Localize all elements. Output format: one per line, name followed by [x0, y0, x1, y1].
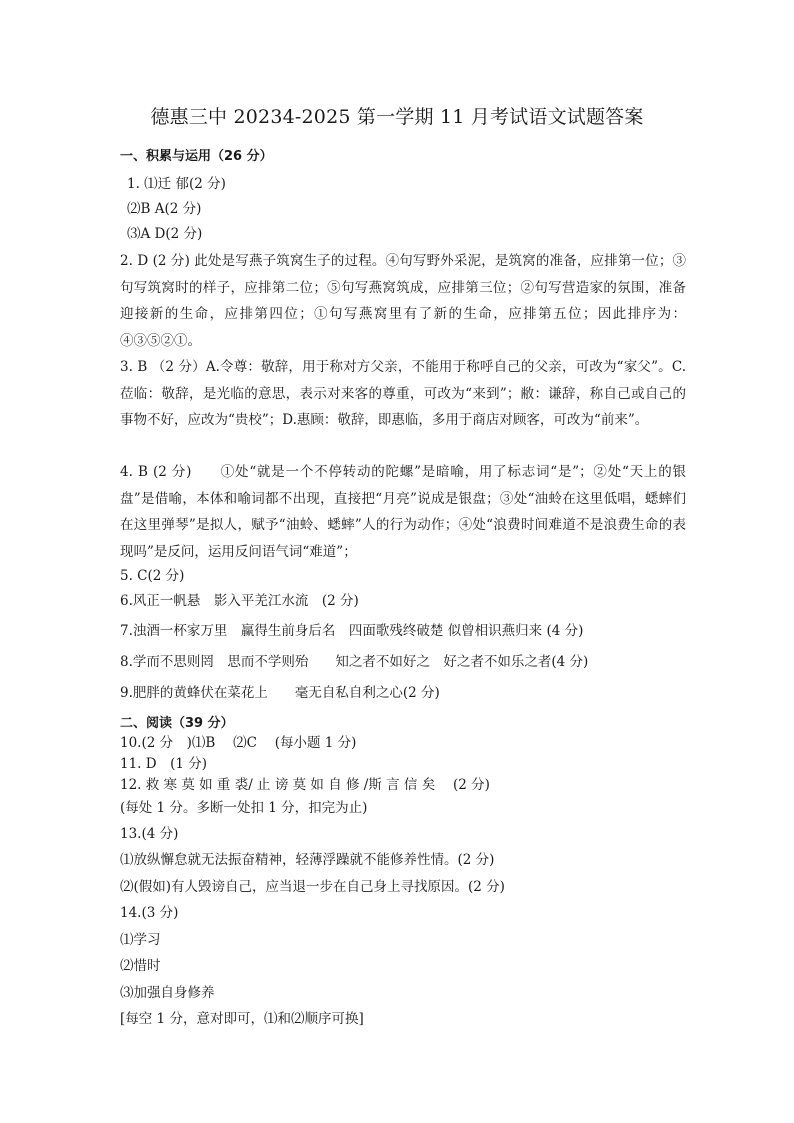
- section-heading-1: 一、积累与运用（26 分）: [120, 149, 273, 164]
- answer-q1-part1: 1. ⑴迁 郁(2 分): [127, 176, 226, 192]
- answer-q1-part2: ⑵B A(2 分): [127, 201, 202, 217]
- answer-q14-part1: ⑴学习: [120, 932, 161, 948]
- answer-q1-part3: ⑶A D(2 分): [127, 226, 203, 242]
- answer-q7: 7.浊酒一杯家万里 赢得生前身后名 四面歌残终破楚 似曾相识燕归来 (4 分): [120, 623, 584, 639]
- answer-q13-part2: ⑵(假如)有人毁谤自己，应当退一步在自己身上寻找原因。(2 分): [120, 879, 505, 895]
- answer-q12: 12. 救 寒 莫 如 重 裘/ 止 谤 莫 如 自 修 /斯 言 信 矣 (2 分): [120, 777, 490, 793]
- answer-q11: 11. D (1 分): [120, 756, 207, 772]
- answer-q13-part1: ⑴放纵懈怠就无法振奋精神，轻薄浮躁就不能修养性情。(2 分): [120, 852, 495, 868]
- answer-q5: 5. C(2 分): [120, 568, 185, 584]
- answer-q9: 9.肥胖的黄蜂伏在菜花上 毫无自私自利之心(2 分): [120, 685, 440, 701]
- section-heading-2: 二、阅读（39 分）: [120, 716, 234, 731]
- answer-q14: 14.(3 分): [120, 905, 179, 921]
- answer-q14-note: [每空 1 分，意对即可，⑴和⑵顺序可换]: [120, 1011, 364, 1027]
- answer-q14-part3: ⑶加强自身修养: [120, 985, 215, 1001]
- answer-q6: 6.风正一帆悬 影入平羌江水流 (2 分): [120, 593, 359, 609]
- answer-q14-part2: ⑵惜时: [120, 958, 161, 974]
- answer-q13: 13.(4 分): [120, 826, 179, 842]
- answer-q4: 4. B (2 分) ①处“就是一个不停转动的陀螺”是暗喻，用了标志词“是”；②处“天上的银盘”是借喻，本体和喻词都不出现，直接把“月亮”说成是银盘；③处“油蛉在这里低唱，蟋蟀们在这里弹琴”是拟人，赋予“油蛉、蟋蟀”人的行为动作；④处“浪费时间难道不是浪费生命的表现吗”是反问，运用反问语气词“难道”；: [120, 464, 686, 560]
- answer-q2: 2. D (2 分) 此处是写燕子筑窝生子的过程。④句写野外采泥，是筑窝的准备，应排第一位；③句写筑窝时的样子，应排第二位；⑤句写燕窝筑成，应排第三位；②句写营造家的氛围，准备迎接新的生命，应排第四位；①句写燕窝里有了新的生命，应排第五位；因此排序为：④③⑤②①。: [120, 253, 686, 349]
- answer-q12-note: (每处 1 分。多断一处扣 1 分，扣完为止): [120, 800, 368, 816]
- answer-q3: 3. B （2 分）A.令尊：敬辞，用于称对方父亲，不能用于称呼自己的父亲，可改为“家父”。C.莅临：敬辞，是光临的意思，表示对来客的尊重，可改为“来到”；敝：谦辞，称自己或自己的事物不好，应改为“贵校”；D.惠顾：敬辞，即惠临，多用于商店对顾客，可改为“前来”。: [120, 359, 686, 428]
- answer-q10: 10.(2 分 )⑴B ⑵C (每小题 1 分): [120, 735, 357, 751]
- answer-q8: 8.学而不思则罔 思而不学则殆 知之者不如好之 好之者不如乐之者(4 分): [120, 654, 589, 670]
- page-title: 德惠三中 20234-2025 第一学期 11 月考试语文试题答案: [150, 106, 644, 128]
